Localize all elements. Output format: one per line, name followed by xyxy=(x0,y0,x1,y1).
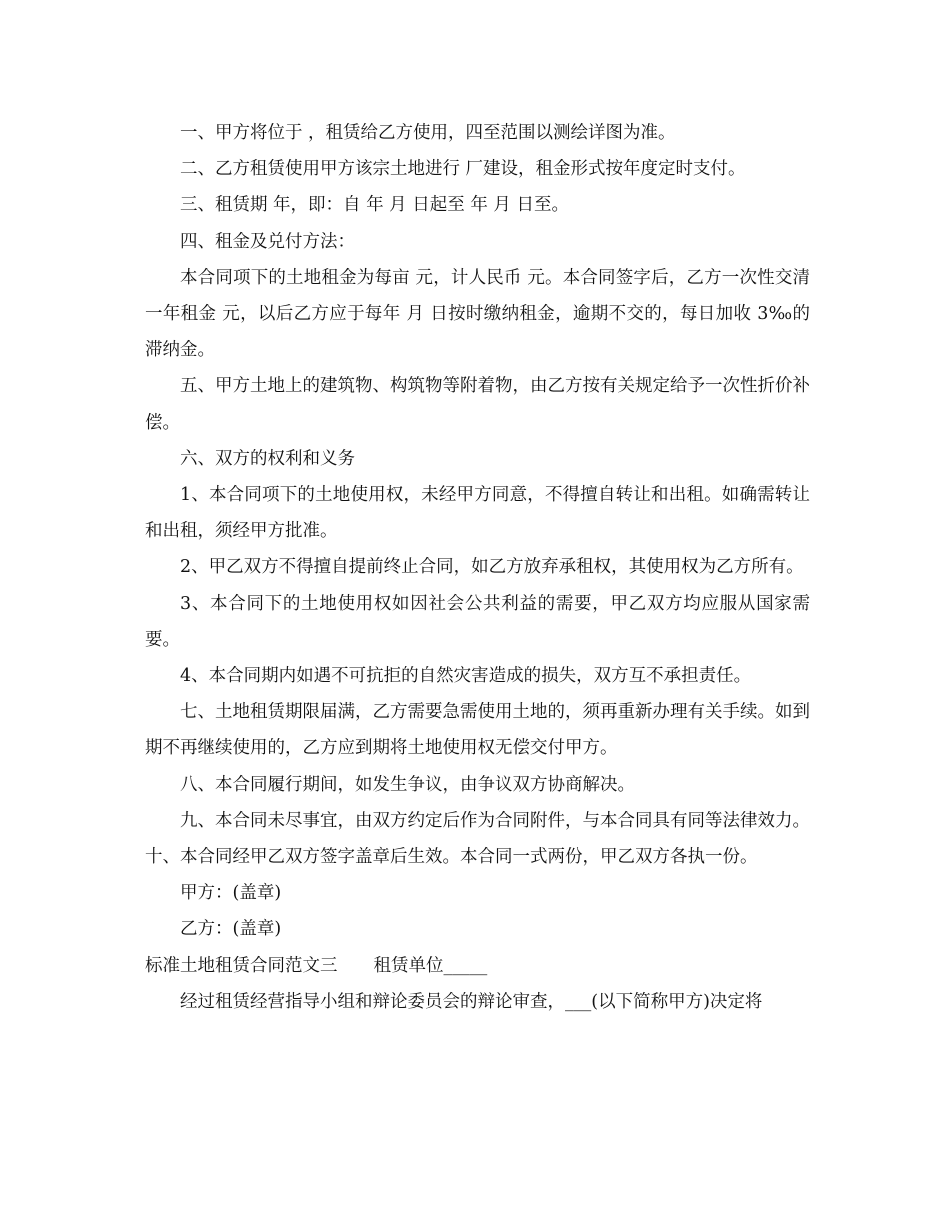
clause-3: 三、租赁期 年，即：自 年 月 日起至 年 月 日至。 xyxy=(180,195,569,216)
party-a-signature: 甲方：(盖章) xyxy=(180,883,282,904)
clause-1: 一、甲方将位于 ，租赁给乙方使用，四至范围以测绘详图为准。 xyxy=(180,123,676,143)
clause-6-item-2: 2、甲乙双方不得擅自提前终止合同，如乙方放弃承租权，其使用权为乙方所有。 xyxy=(180,557,804,578)
clause-4-heading: 四、租金及兑付方法： xyxy=(180,231,355,252)
clause-8: 八、本合同履行期间，如发生争议，由争议双方协商解决。 xyxy=(180,774,635,795)
clause-6-heading: 六、双方的权利和义务 xyxy=(180,448,355,469)
clause-6-item-1: 1、本合同项下的土地使用权，未经甲方同意，不得擅自转让和出租。如确需转让和出租，须经甲方批准。 xyxy=(145,485,810,542)
party-b-signature: 乙方：(盖章) xyxy=(180,919,282,940)
clause-7: 七、土地租赁期限届满，乙方需要急需使用土地的，须再重新办理有关手续。如到期不再继续使用的，乙方应到期将土地使用权无偿交付甲方。 xyxy=(145,702,810,759)
clause-6-item-3: 3、本合同下的土地使用权如因社会公共利益的需要，甲乙双方均应服从国家需要。 xyxy=(145,593,810,650)
clause-2: 二、乙方租赁使用甲方该宗土地进行 厂建设，租金形式按年度定时支付。 xyxy=(180,159,746,180)
clause-6-item-4: 4、本合同期内如遇不可抗拒的自然灾害造成的损失，双方互不承担责任。 xyxy=(180,666,752,687)
rent-payment-paragraph: 本合同项下的土地租金为每亩 元，计人民币 元。本合同签字后，乙方一次性交清一年租金 元，以后乙方应于每年 月 日按时缴纳租金，逾期不交的，每日加收 3‰的滞纳金。 xyxy=(145,267,810,361)
review-paragraph: 经过租赁经营指导小组和辩论委员会的辩论审查，___(以下简称甲方)决定将 xyxy=(180,991,763,1012)
document-body xyxy=(145,115,810,1020)
section-title: 标准土地租赁合同范文三 xyxy=(145,955,338,976)
clause-5: 五、甲方土地上的建筑物、构筑物等附着物，由乙方按有关规定给予一次性折价补偿。 xyxy=(145,376,810,433)
section-heading xyxy=(145,948,810,984)
lessor-label: 租赁单位_____ xyxy=(373,955,488,976)
clause-9-10: 九、本合同未尽事宜，由双方约定后作为合同附件，与本合同具有同等法律效力。十、本合同经甲乙双方签字盖章后生效。本合同一式两份，甲乙双方各执一份。 xyxy=(145,810,810,868)
